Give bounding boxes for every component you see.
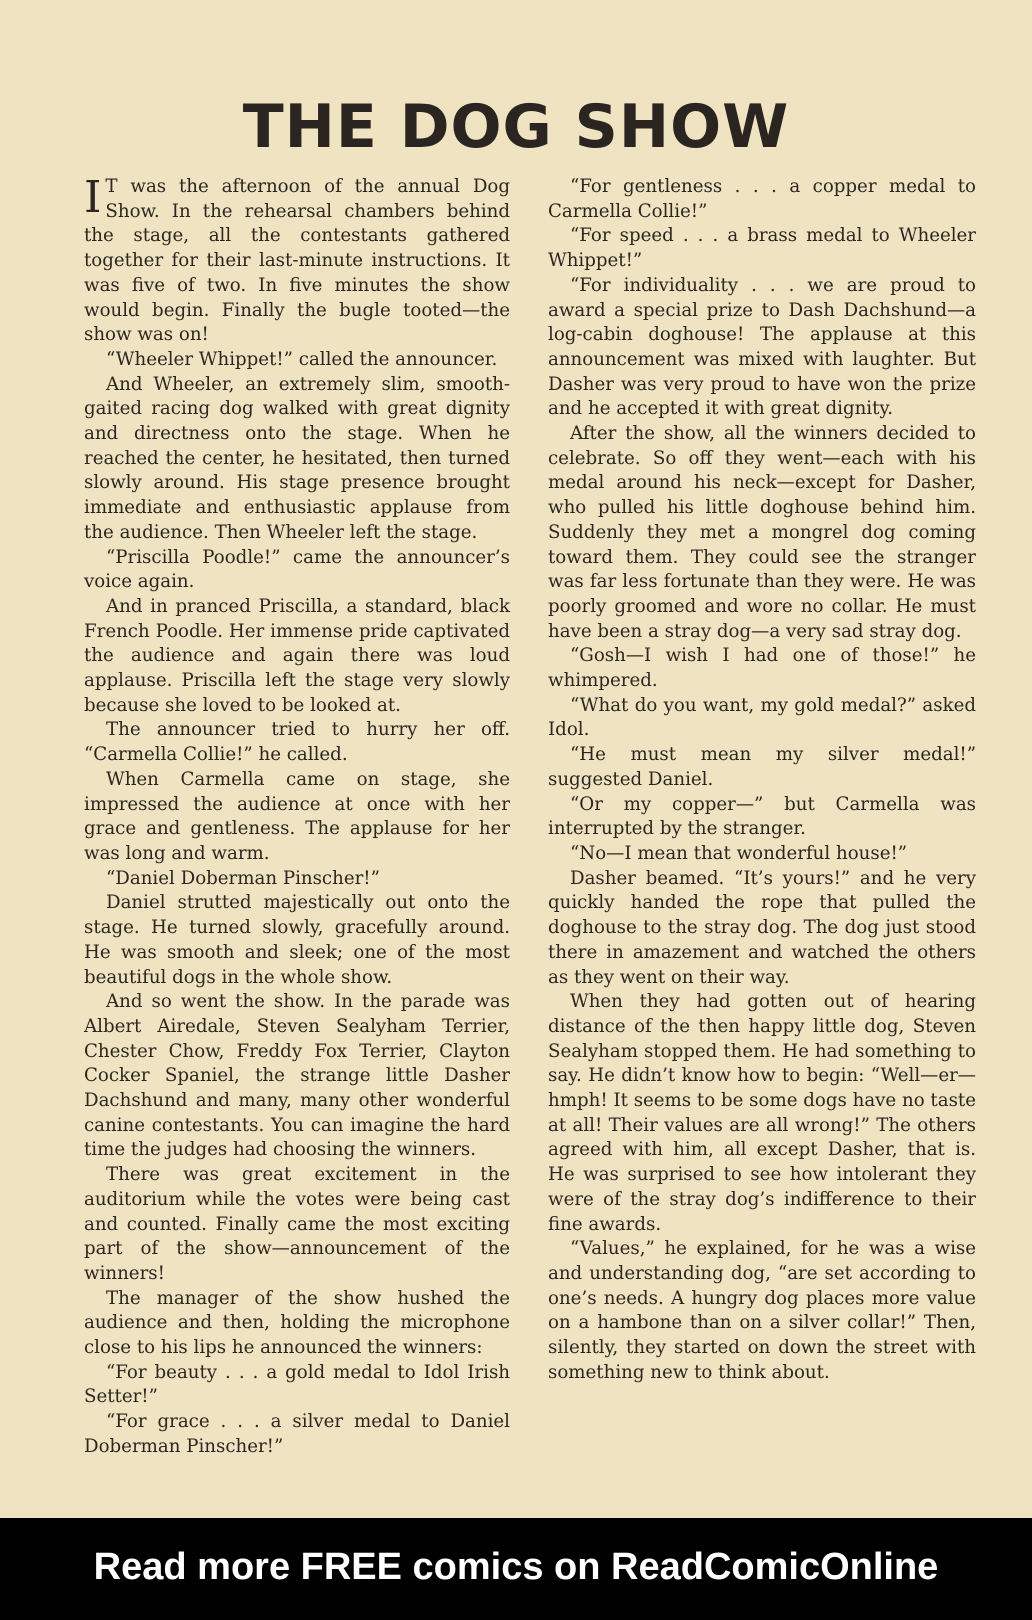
paragraph: “Gosh—I wish I had one of those!” he whimpered.	[548, 645, 976, 692]
paragraph: “For individuality . . . we are proud to award a special prize to Dash Dachshund—a log-cabin doghouse! The applause at this announcement was mixed with laughter. But Dasher was very proud to have won the prize and he accepted it with great dignity.	[548, 274, 976, 420]
paragraph: When they had gotten out of hearing distance of the then happy little dog, Steven Sealyham stopped them. He had something to say. He didn’t know how to begin: “Well—er—hmph! It seems to be some dogs have no taste at all! Their values are all wrong!” The others agreed with him, all except Dasher, that is. He was surprised to see how intolerant they were of the stray dog’s indifference to their fine awards.	[548, 991, 976, 1235]
paragraph: “No—I mean that wonderful house!”	[570, 842, 908, 864]
right-column	[548, 175, 976, 1385]
paragraph: And in pranced Priscilla, a standard, black French Poodle. Her immense pride captivated the audience and again there was loud applause. Priscilla left the stage very slowly because she loved to be looked at.	[84, 595, 510, 716]
paragraph: “Values,” he explained, for he was a wise and understanding dog, “are set according to one’s needs. A hungry dog places more value on a hambone than on a silver collar!” Then, silently, they started on down the street with something new to think about.	[548, 1238, 976, 1383]
paragraph: “What do you want, my gold medal?” asked Idol.	[548, 694, 976, 741]
paragraph: “For beauty . . . a gold medal to Idol Irish Setter!”	[84, 1361, 510, 1408]
paragraph: “He must mean my silver medal!” suggested Daniel.	[548, 744, 976, 790]
promo-banner[interactable]	[0, 1518, 1032, 1620]
paragraph: “For gentleness . . . a copper medal to Carmella Collie!”	[548, 176, 976, 222]
paragraph: The announcer tried to hurry her off. “Carmella Collie!” he called.	[84, 719, 510, 766]
paragraph: “Or my copper—” but Carmella was interrupted by the stranger.	[548, 793, 976, 840]
paragraph: “For speed . . . a brass medal to Wheeler Whippet!”	[548, 225, 976, 272]
paragraph: “For grace . . . a silver medal to Daniel Doberman Pinscher!”	[84, 1411, 510, 1457]
paragraph: When Carmella came on stage, she impressed the audience at once with her grace and gentleness. The applause for her was long and warm.	[84, 768, 510, 864]
paragraph: “Priscilla Poodle!” came the announcer’s voice again.	[84, 546, 510, 593]
paragraph: “Wheeler Whippet!” called the announcer.	[106, 348, 498, 370]
paragraph: There was great excitement in the auditorium while the votes were being cast and counted. Finally came the most exciting part of the show—announcement of the winners!	[84, 1164, 510, 1284]
left-column	[84, 172, 510, 1460]
paragraph: After the show, all the winners decided to celebrate. So off they went—each with his medal around his neck—except for Dasher, who pulled his little doghouse behind him. Suddenly they met a mongrel dog coming toward them. They could see the stranger was far less fortunate than they were. He was poorly groomed and wore no collar. He must have been a stray dog—a very sad stray dog.	[548, 423, 976, 642]
promo-banner-text[interactable]: Read more FREE comics on ReadComicOnline	[93, 1546, 939, 1588]
paragraph: Daniel strutted majestically out onto the stage. He turned slowly, gracefully around. He was smooth and sleek; one of the most beautiful dogs in the whole show.	[84, 892, 510, 988]
story-title: THE DOG SHOW	[242, 92, 790, 162]
paragraph: And Wheeler, an extremely slim, smooth-gaited racing dog walked with great dignity and directness onto the stage. When he reached the center, he hesitated, then turned slowly around. His stage presence brought immediate and enthusiastic applause from the audience. Then Wheeler left the stage.	[84, 373, 510, 543]
paragraph: The manager of the show hushed the audience and then, holding the microphone close to his lips he announced the winners:	[84, 1287, 510, 1359]
paragraph-text: T was the afternoon of the annual Dog Show. In the rehearsal chambers behind the stage, all the contestants gathered together for their last-minute instructions. It was five of two. In five minutes the show would begin. Finally the bugle tooted—the show was on!	[84, 176, 510, 346]
paragraph: And so went the show. In the parade was Albert Airedale, Steven Sealyham Terrier, Chester Chow, Freddy Fox Terrier, Clayton Cocker Spaniel, the strange little Dasher Dachshund and many, many other wonderful canine contestants. You can imagine the hard time the judges had choosing the winners.	[84, 991, 510, 1161]
paragraph	[84, 172, 510, 348]
drop-cap: I	[84, 172, 102, 223]
paragraph: “Daniel Doberman Pinscher!”	[106, 867, 380, 889]
paragraph: Dasher beamed. “It’s yours!” and he very quickly handed the rope that pulled the doghouse to the stray dog. The dog just stood there in amazement and watched the others as they went on their way.	[548, 867, 976, 988]
